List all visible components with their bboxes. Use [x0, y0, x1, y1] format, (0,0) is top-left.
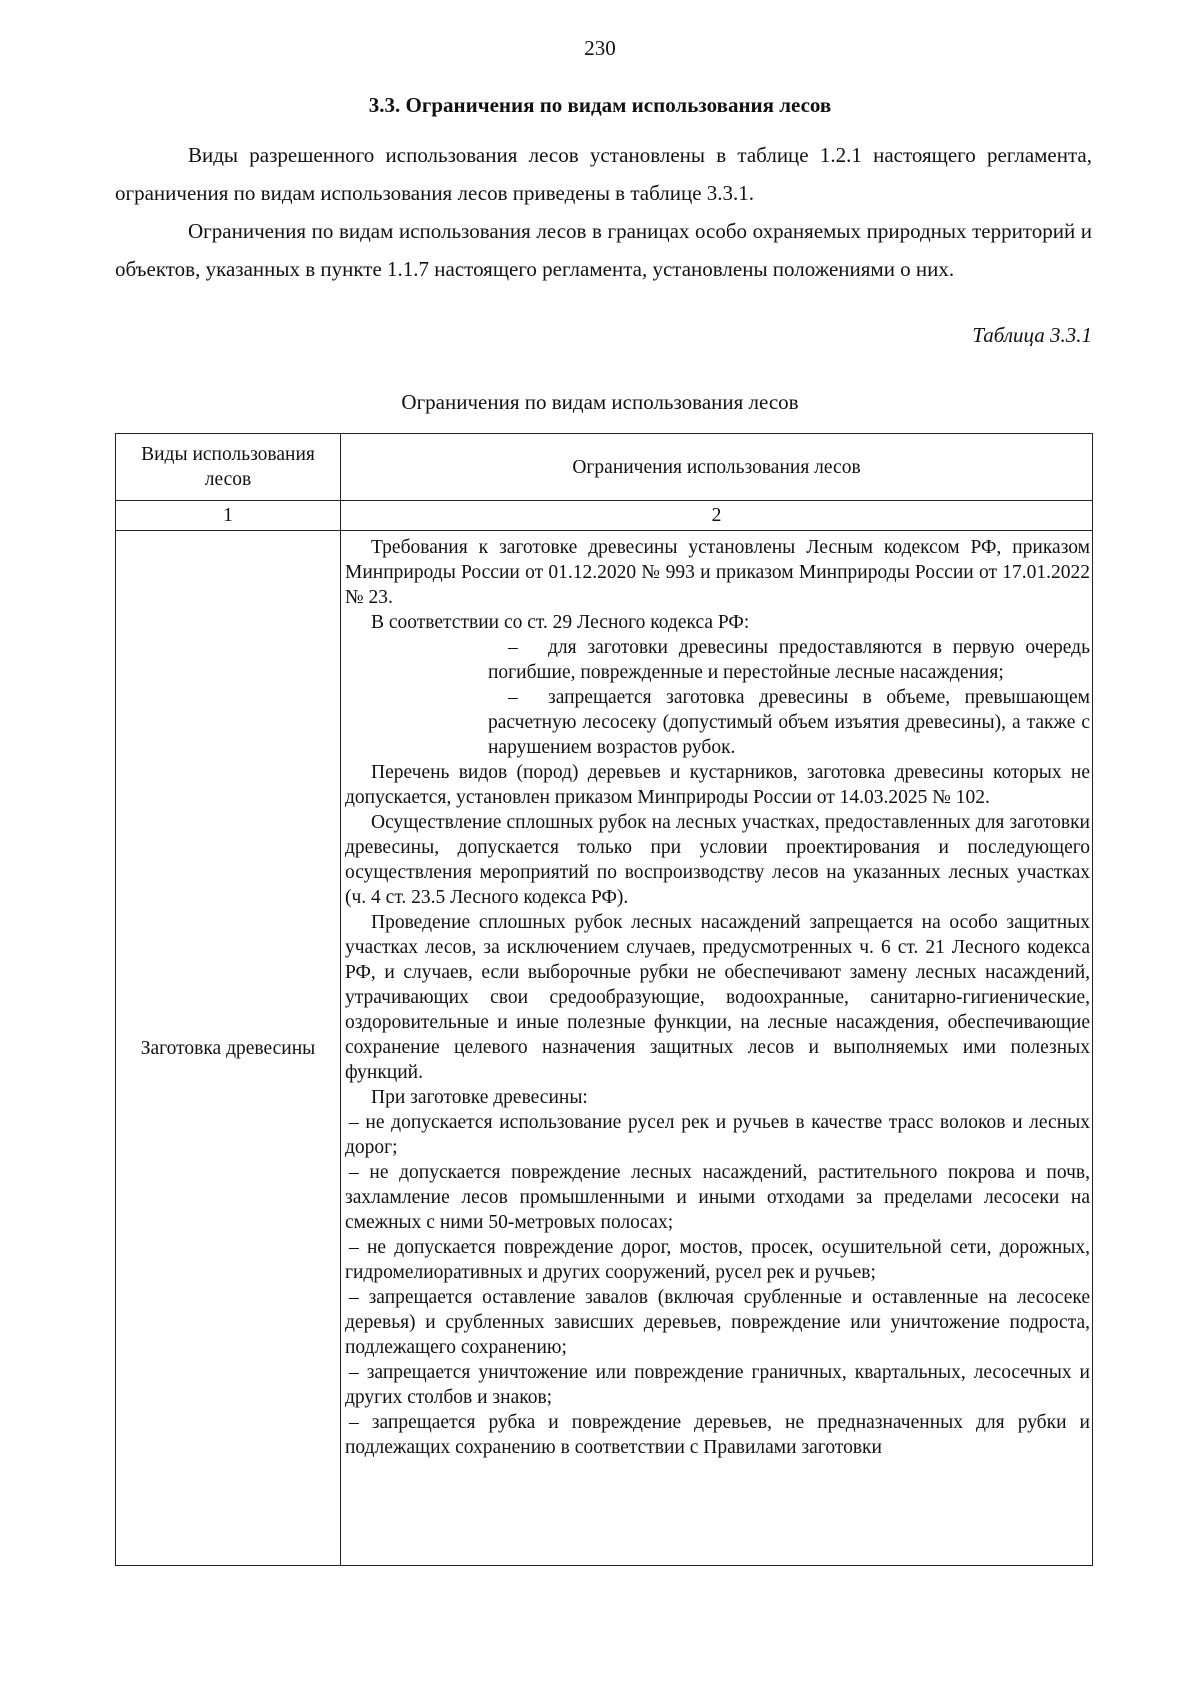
restriction-list-item: – запрещается уничтожение или повреждение граничных, квартальных, лесосечных и других столбов и знаков;: [345, 1362, 1090, 1408]
restriction-list-item: – запрещается рубка и повреждение деревьев, не предназначенных для рубки и подлежащих сохранению в соответствии с Правилами заготовки: [345, 1412, 1090, 1458]
restriction-dash-item: – для заготовки древесины предоставляются в первую очередь погибшие, поврежденные и перестойные лесные насаждения;: [488, 637, 1090, 683]
column-number-2: 2: [341, 501, 1093, 531]
restriction-paragraph: В соответствии со ст. 29 Лесного кодекса РФ:: [371, 612, 750, 633]
table-header-row: [116, 434, 1093, 501]
restriction-dash-text: запрещается заготовка древесины в объеме, превышающем расчетную лесосеку (допустимый объем изъятия древесины), а также с нарушением возрастов рубок.: [488, 687, 1090, 758]
header-cell-restrictions: Ограничения использования лесов: [341, 434, 1093, 501]
table-title: Ограничения по видам использования лесов: [401, 390, 799, 414]
restrictions-cell: [341, 531, 1093, 1566]
restriction-paragraph: При заготовке древесины:: [371, 1087, 588, 1108]
restriction-paragraph: Проведение сплошных рубок лесных насаждений запрещается на особо защитных участках лесов, за исключением случаев, предусмотренных ч. 6 ст. 21 Лесного кодекса РФ, и случаев, если выборочные рубки не обеспечивают замену лесных насаждений, утрачивающих свои средообразующие, водоохранные, санитарно-гигиенические, оздоровительные и иные полезные функции, на лесные насаждения, обеспечивающие сохранение целевого назначения защитных лесов и выполняемых ими полезных функций.: [345, 912, 1090, 1083]
intro-paragraph-2: Ограничения по видам использования лесов в границах особо охраняемых природных территорий и объектов, указанных в пункте 1.1.7 настоящего регламента, установлены положениями о них.: [115, 219, 1092, 281]
section-title: 3.3. Ограничения по видам использования лесов: [368, 93, 832, 117]
table-row: [116, 531, 1093, 1566]
restriction-paragraph: Требования к заготовке древесины установлены Лесным кодексом РФ, приказом Минприроды России от 01.12.2020 № 993 и приказом Минприроды России от 17.01.2022 № 23.: [345, 537, 1090, 608]
restriction-paragraph: Осуществление сплошных рубок на лесных участках, предоставленных для заготовки древесины, допускается только при условии проектирования и последующего осуществления мероприятий по воспроизводству лесов на указанных лесных участках (ч. 4 ст. 23.5 Лесного кодекса РФ).: [345, 812, 1090, 908]
table-number-row: [116, 501, 1093, 531]
restriction-paragraph: Перечень видов (пород) деревьев и кустарников, заготовка древесины которых не допускается, установлен приказом Минприроды России от 14.03.2025 № 102.: [345, 762, 1090, 808]
intro-paragraph-1: Виды разрешенного использования лесов установлены в таблице 1.2.1 настоящего регламента, ограничения по видам использования лесов приведены в таблице 3.3.1.: [115, 143, 1092, 205]
table-caption: Таблица 3.3.1: [972, 323, 1092, 347]
restrictions-table: [115, 433, 1093, 1566]
restriction-dash-text: для заготовки древесины предоставляются в первую очередь погибшие, поврежденные и перестойные лесные насаждения;: [488, 637, 1090, 683]
page-number: 230: [584, 36, 616, 60]
column-number-1: 1: [116, 501, 341, 531]
restriction-list-item: – не допускается использование русел рек и ручьев в качестве трасс волоков и лесных дорог;: [345, 1112, 1090, 1158]
header-cell-kinds: Виды использования лесов: [116, 434, 341, 501]
restriction-list-item: – запрещается оставление завалов (включая срубленные и оставленные на лесосеке деревья) и срубленных зависших деревьев, повреждение или уничтожение подроста, подлежащего сохранению;: [345, 1287, 1090, 1358]
restriction-dash-item: – запрещается заготовка древесины в объеме, превышающем расчетную лесосеку (допустимый объем изъятия древесины), а также с нарушением возрастов рубок.: [488, 687, 1090, 758]
usage-kind-cell: Заготовка древесины: [116, 531, 341, 1566]
restriction-list-item: – не допускается повреждение лесных насаждений, растительного покрова и почв, захламление лесов промышленными и иными отходами за пределами лесосеки на смежных с ними 50-метровых полосах;: [345, 1162, 1090, 1233]
restriction-list-item: – не допускается повреждение дорог, мостов, просек, осушительной сети, дорожных, гидромелиоративных и других сооружений, русел рек и ручьев;: [345, 1237, 1090, 1283]
